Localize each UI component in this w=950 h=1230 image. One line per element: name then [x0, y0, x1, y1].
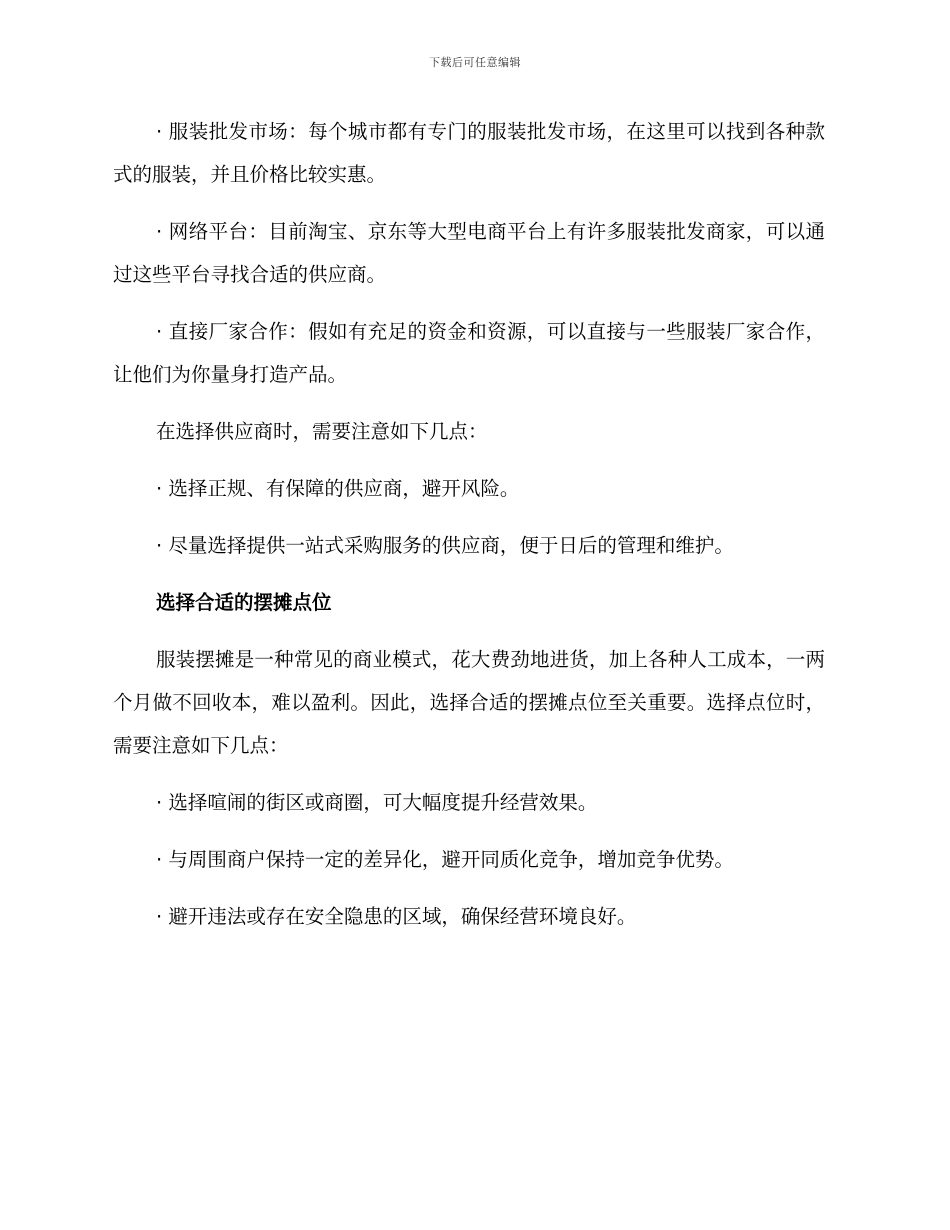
- bullet-differentiation: · 与周围商户保持一定的差异化，避开同质化竞争，增加竞争优势。: [156, 848, 734, 871]
- header-note: 下载后可任意编辑: [429, 56, 521, 69]
- location-intro: 服装摆摊是一种常见的商业模式，花大费劲地进货，加上各种人工成本，一两个月做不回收本，难以盈利。因此，选择合适的摆摊点位至关重要。选择点位时，需要注意如下几点：: [113, 648, 825, 757]
- section-heading-location: 选择合适的摆摊点位: [156, 591, 332, 614]
- bullet-one-stop-supplier: · 尽量选择提供一站式采购服务的供应商，便于日后的管理和维护。: [156, 534, 734, 557]
- document-body: [113, 110, 825, 952]
- bullet-busy-district: · 选择喧闹的街区或商圈，可大幅度提升经营效果。: [156, 791, 598, 814]
- bullet-factory-cooperation: · 直接厂家合作：假如有充足的资金和资源，可以直接与一些服装厂家合作，让他们为你量身打造产品。: [113, 320, 825, 386]
- bullet-wholesale-market: · 服装批发市场：每个城市都有专门的服装批发市场，在这里可以找到各种款式的服装，并且价格比较实惠。: [113, 120, 825, 186]
- bullet-online-platform: · 网络平台：目前淘宝、京东等大型电商平台上有许多服装批发商家，可以通过这些平台寻找合适的供应商。: [113, 220, 825, 286]
- supplier-notes-intro: 在选择供应商时，需要注意如下几点：: [156, 420, 488, 443]
- bullet-avoid-risk-area: · 避开违法或存在安全隐患的区域，确保经营环境良好。: [156, 905, 637, 928]
- bullet-reliable-supplier: · 选择正规、有保障的供应商，避开风险。: [156, 477, 520, 500]
